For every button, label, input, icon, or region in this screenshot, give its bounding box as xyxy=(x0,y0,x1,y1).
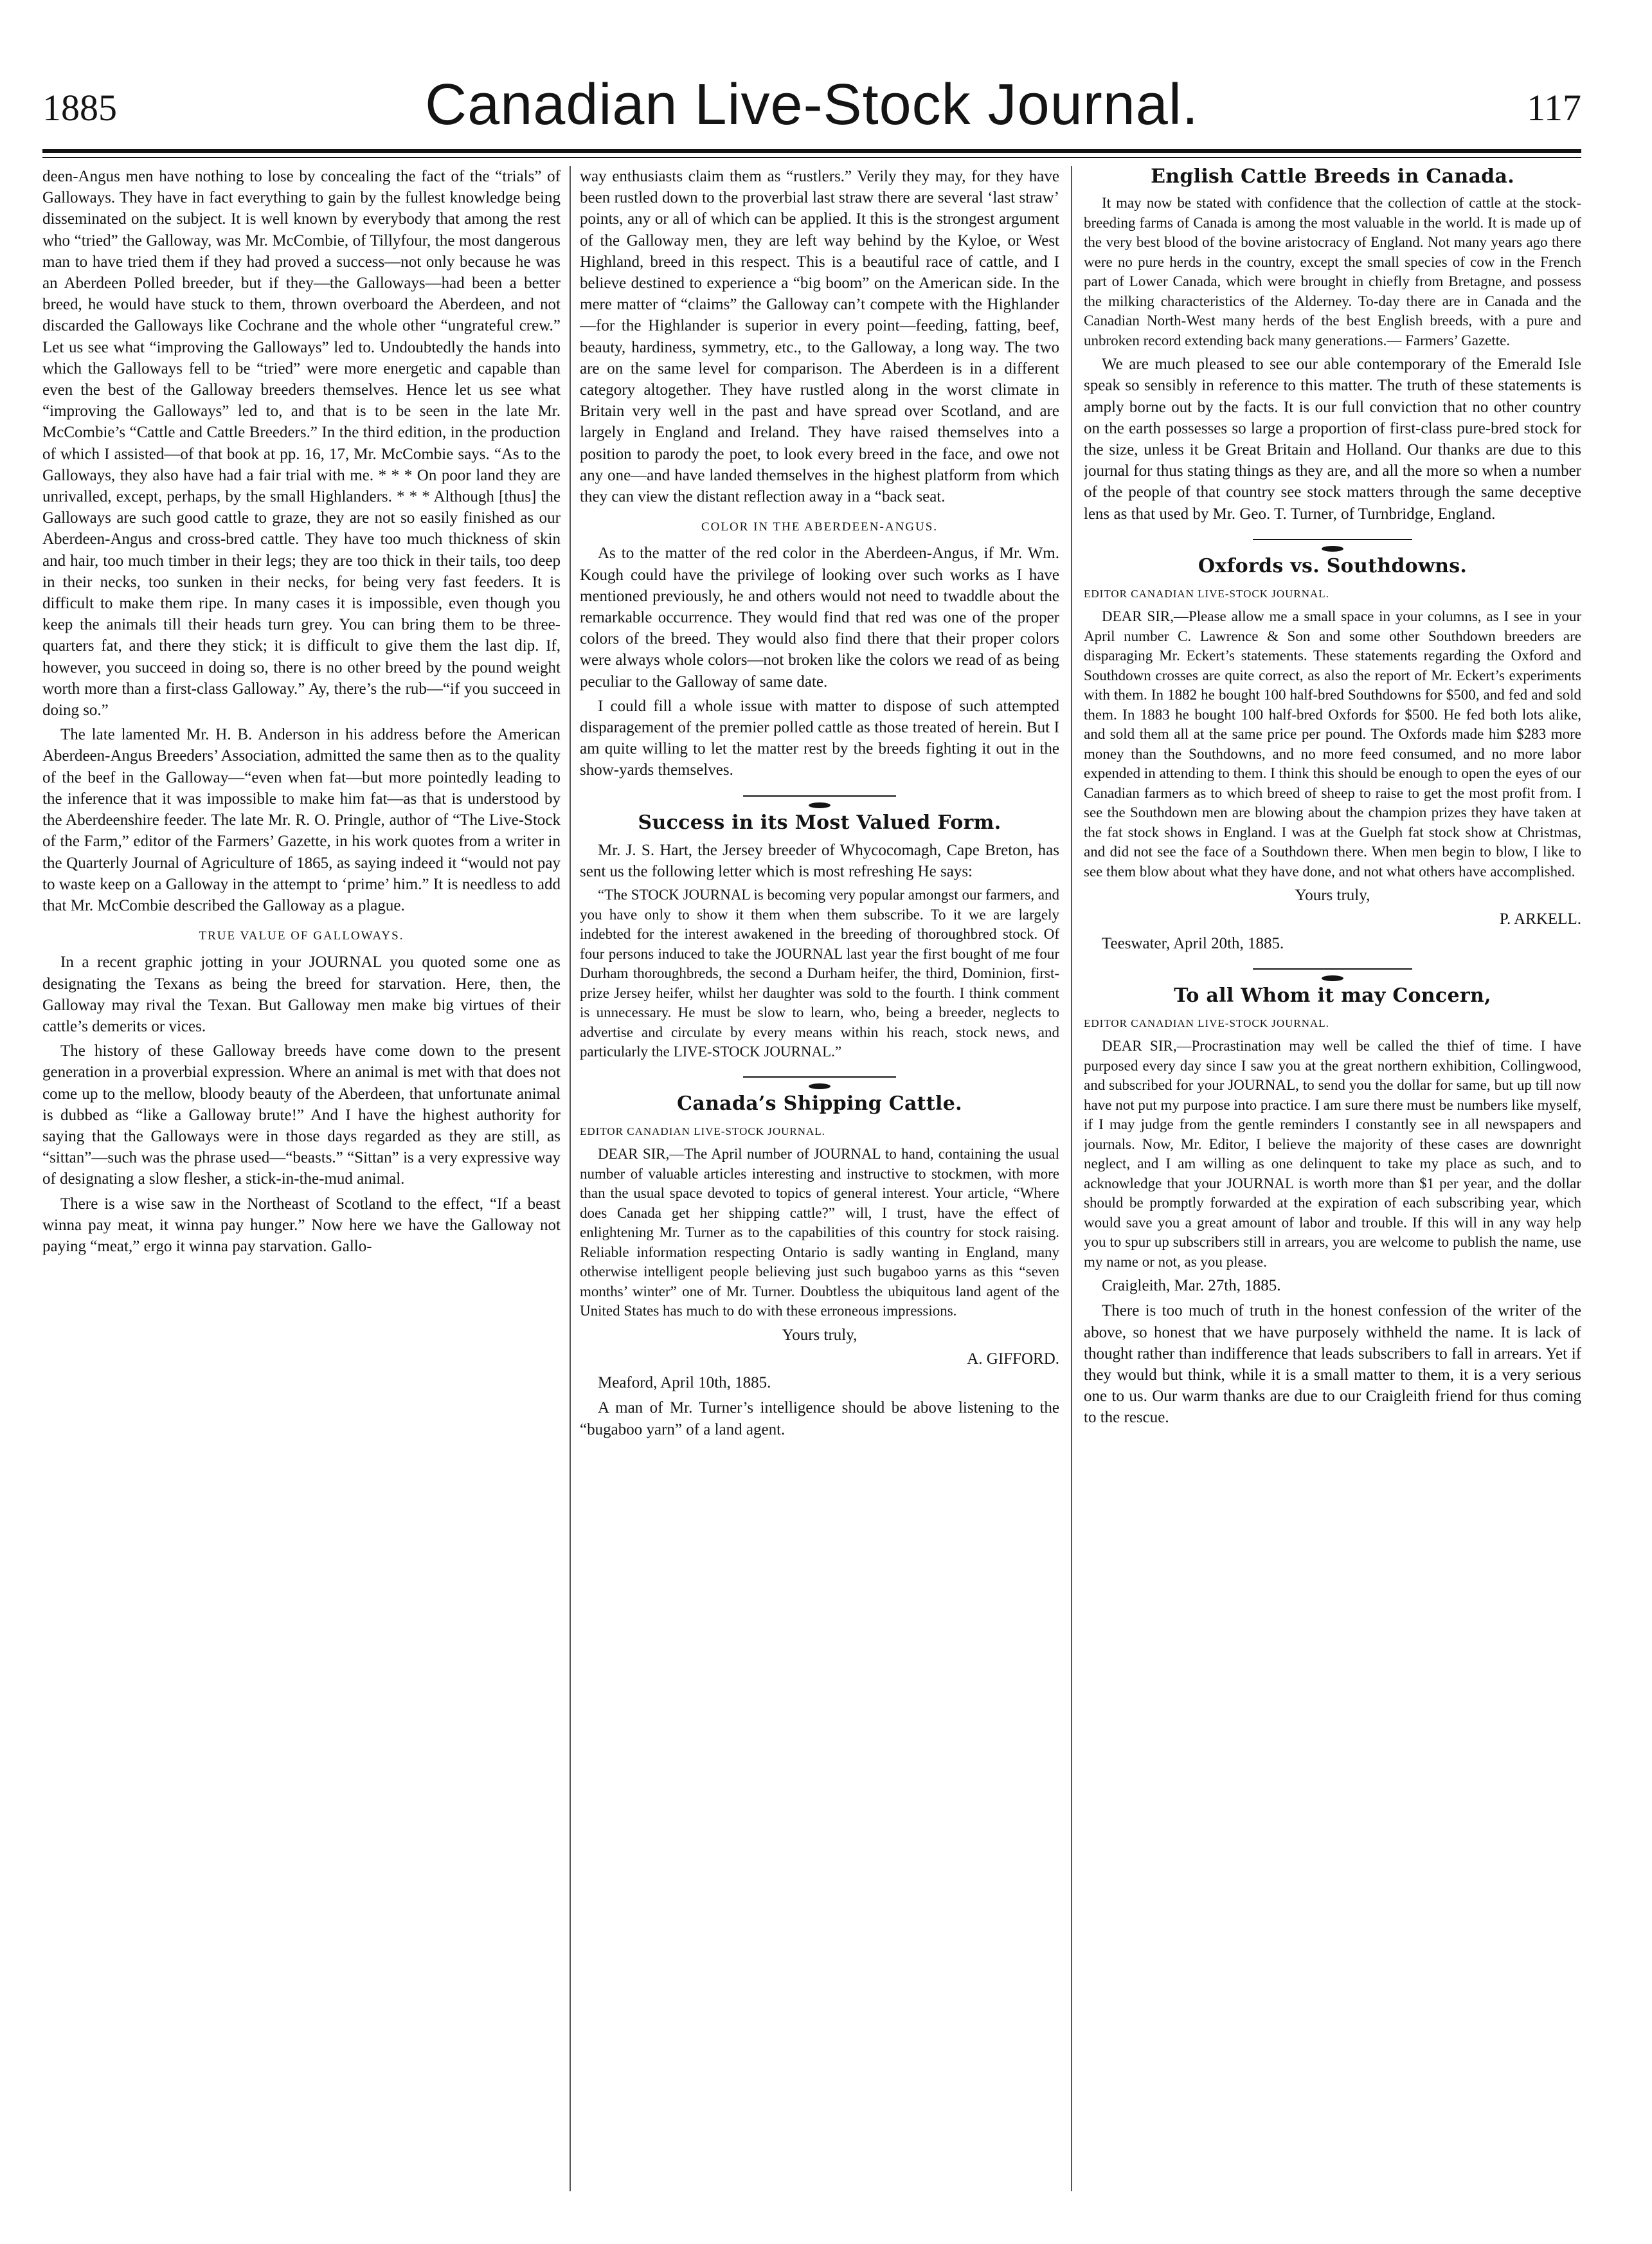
letter-text: DEAR SIR,—Please allow me a small space in your columns, as I see in your April number C. Lawrence & Son and some other Southdown breeders are disparaging Mr. Eckert’s statements. These statements regarding the Oxford and Southdown crosses are quite correct, as also the report of Mr. Eckert’s experiments with them. In 1882 he bought 100 half-bred Southdowns for $500, and fed and sold them. In 1883 he bought 100 half-bred Oxfords for $500. He fed both lots alike, and sold them all at the same price per pound. The Oxfords made him $283 more money than the Southdowns, and no more feed consumed, and no more labor expended in attending to them. I think this should be enough to open the eyes of our Canadian farmers as to which breed of sheep to raise to get the most profit from. I see the Southdown men are blowing about the champion prizes they have taken at the fat stock shows in England. I was at the Guelph fat stock show at Christmas, and did not see the face of a Southdown there. When men begin to blow, I like to see them blow about what they have done, and not what others have accomplished. xyxy=(1084,608,1581,880)
editor-salutation: EDITOR CANADIAN LIVE-STOCK JOURNAL. xyxy=(1084,588,1329,601)
column-1 xyxy=(42,166,561,2191)
quoted-text: It may now be stated with confidence that the collection of cattle at the stock-breeding farms of Canada is among the most valuable in the world. It is made up of the very best blood of the bovine aristocracy of England. Not many years ago there were no pure herds in the country, except the small species of cow in the French part of Lower Canada, which were brought in chiefly from Bretagne, and possess the milking characteristics of the Alderney. To-day there are in Canada and the Canadian North-West many herds of the best English breeds, with a pure and unbroken record extending back many generations.— Farmers’ Gazette. xyxy=(1084,195,1581,348)
column-divider xyxy=(570,166,571,2191)
letter-text: “The STOCK JOURNAL is becoming very popular amongst our farmers, and you have only to show it them when them subscribe. To it we are largely indebted for the interest awakened in the breeding of thoroughbred stock. Of four persons induced to take the JOURNAL last year the first bought of me four Durham thoroughbreds, the second a Durham heifer, the third, Dominion, first-prize Jersey heifer, whilst her daughter was sold to the fourth. I think comment is unnecessary. He must be slow to learn, who, being a breeder, neglects to advertise and circulate by every means within his reach, stock news, and particularly the LIVE-STOCK JOURNAL.” xyxy=(580,887,1059,1060)
closing: Yours truly, xyxy=(782,1326,857,1344)
letter-text: DEAR SIR,—Procrastination may well be called the thief of time. I have purposed every day since I saw you at the great northern exhibition, Collingwood, and subscribed for your JOURNAL, to send you the dollar for same, but up till now have not put my purpose into practice. I am sure there must be numbers like myself, if I may judge from the gentle reminders I constantly see in all newspapers and journals. Now, Mr. Editor, I believe the majority of these cases are downright neglect, and I am willing as one delinquent to take my place as such, and to acknowledge that your JOURNAL is worth more than $1 per year, and the dollar should be promptly forwarded at the expiration of each subscribing year, which would save you a great amount of labor and trouble. If this will in any way help you to spur up subscribers still in arrears, you are welcome to publish the name, use my name or not, as you please. xyxy=(1084,1038,1581,1270)
paragraph: We are much pleased to see our able contemporary of the Emerald Isle speak so sensibly in reference to this matter. The truth of these statements is amply borne out by the facts. It is our full conviction that no other country on the earth possesses so large a proportion of first-class pure-bred stock for the size, unless it be Great Britain and Holland. Our thanks are due to this journal for thus stating things as they are, and all the more so when a number of the people of that country see stock matters through the same deceptive lens as that used by Mr. Geo. T. Turner, of Turnbridge, England. xyxy=(1084,356,1581,523)
dateline: Craigleith, Mar. 27th, 1885. xyxy=(1102,1277,1281,1295)
paragraph: A man of Mr. Turner’s intelligence should be above listening to the “bugaboo yarn” of a land agent. xyxy=(580,1399,1059,1438)
signature: A. GIFFORD. xyxy=(967,1350,1059,1368)
dateline: Teeswater, April 20th, 1885. xyxy=(1102,934,1284,952)
article-heading: Oxfords vs. Southdowns. xyxy=(1198,554,1468,577)
paragraph: In a recent graphic jotting in your JOURNAL you quoted some one as designating the Texans as being the breed for starvation. Here, then, the Galloway may rival the Texan. But Galloway men make big virtues of their cattle’s demerits or vices. xyxy=(42,954,561,1035)
header-rule xyxy=(42,149,1581,153)
section-separator xyxy=(580,1072,1059,1081)
paragraph: Mr. J. S. Hart, the Jersey breeder of Whycocomagh, Cape Breton, has sent us the following letter which is most refreshing He says: xyxy=(580,841,1059,881)
editor-salutation: EDITOR CANADIAN LIVE-STOCK JOURNAL. xyxy=(1084,1017,1329,1030)
signature: P. ARKELL. xyxy=(1499,910,1581,928)
closing: Yours truly, xyxy=(1295,887,1370,905)
header-rule-thin xyxy=(42,157,1581,158)
paragraph: way enthusiasts claim them as “rustlers.” Verily they may, for they have been rustled down to the proverbial last straw there are several ‘last straw’ points, any or all of which can be applied. It this is the strongest argument of the Galloway men, they are left way behind by the Kyloe, or West Highland, breed in this respect. This is a beautiful race of cattle, and I believe destined to experience a “big boom” on the American side. In the mere matter of “claims” the Galloway can’t compete with the Highlander—for the Highlander is superior in every point—feeding, fatting, beef, beauty, hardiness, symmetry, etc., to the Galloway, a long way. The two are on the same level for comparison. The Aberdeen is in a different category altogether. They have rustled along in the worst climate in Britain very well in the past and have spread over Scotland, and are largely in England and Ireland. They have raised themselves into a position to parody the poet, to look every breed in the face, and owe not any one—and have landed themselves in the highest platform from which they can view the distant reflection away in a “back seat. xyxy=(580,168,1059,506)
article-heading: Canada’s Shipping Cattle. xyxy=(677,1092,962,1115)
column-3 xyxy=(1084,166,1581,2191)
editor-salutation: EDITOR CANADIAN LIVE-STOCK JOURNAL. xyxy=(580,1125,825,1137)
paragraph: As to the matter of the red color in the Aberdeen-Angus, if Mr. Wm. Kough could have the privilege of looking over such works as I have mentioned previously, he and others would not need to twaddle about the remarkable occurrence. They would find that red was one of the proper colors of the breed. They would also find there that their proper colors were always whole colors—not broken like the colors we read of as being peculiar to the Galloway of same date. xyxy=(580,545,1059,691)
paragraph: deen-Angus men have nothing to lose by concealing the fact of the “trials” of Galloways. They have in fact everything to gain by the fullest knowledge being disseminated on the subject. It is well known by everybody that among the rest who “tried” the Galloway, was Mr. McCombie, of Tillyfour, the most dangerous man to have tried them if they had proved a success—not only because he was an Aberdeen Polled breeder, but if they—the Galloways—had been a better breed, he would have stuck to them, thrown overboard the Aberdeen, and not discarded the Galloways like Cochrane and the whole other “ungrateful crew.” Let us see what “improving the Galloways” led to. Undoubtedly the hands into which the Galloways fell to be “tried” were more energetic and capable than even the best of the Galloway breeders themselves. Hence let us see what “improving the Galloways” led to, and that is to be seen in the late Mr. McCombie’s “Cattle and Cattle Breeders.” In the third edition, in the production of which I assisted—of that book at pp. 16, 17, Mr. McCombie says. “As to the Galloways, they also have had a fair trial with me. * * * On poor land they are unrivalled, except, perhaps, by the small Highlanders. * * * Although [thus] the Galloways are such good cattle to graze, they are not so easily finished as our Aberdeen-Angus and cross-bred cattle. They have too much thickness of skin and hair, too much timber in their legs; they are too thick in their tails, too deep in their necks, too sunken in their necks, for being very fast feeders. It is difficult to make them ripe. In many cases it is impossible, even though you keep the animals till their heads turn grey. You can bring them to be three-quarters fat, and there they stick; it is difficult to give them the last dip. If, however, you succeed in doing so, there is no other breed by the pound weight worth more than a first-class Galloway.” Ay, there’s the rub—“if you succeed in doing so.” xyxy=(42,168,561,719)
subheading: COLOR IN THE ABERDEEN-ANGUS. xyxy=(701,520,938,534)
journal-title: Canadian Live-Stock Journal. xyxy=(425,73,1199,137)
article-heading: English Cattle Breeds in Canada. xyxy=(1151,166,1514,188)
section-separator xyxy=(1084,964,1581,973)
page-header xyxy=(42,73,1581,147)
page-number: 117 xyxy=(1527,87,1581,129)
dateline: Meaford, April 10th, 1885. xyxy=(598,1374,771,1392)
article-heading: To all Whom it may Concern, xyxy=(1174,984,1491,1007)
section-separator xyxy=(1084,535,1581,544)
paragraph: The history of these Galloway breeds have come down to the present generation in a proverbial expression. Where an animal is met with that does not come up to the mellow, bloody beauty of the Aberdeen, that unfortunate animal is dubbed as “like a Galloway brute!” And I have the highest authority for saying that the Galloways were in those days regarded as they are still, as “sittan”—such was the phrase used—“beasts.” “Sittan” is a very expressive way of designating a slow flesher, a stick-in-the-mud animal. xyxy=(42,1042,561,1188)
paragraph: The late lamented Mr. H. B. Anderson in his address before the American Aberdeen-Angus Breeders’ Association, admitted the same then as to the quality of the beef in the Galloway—“even when fat—but more pointedly leading to the inference that it was impossible to make him fat—as that is understood by the Aberdeenshire feeder. The late Mr. R. O. Pringle, author of “The Live-Stock of the Farm,” editor of the Farmers’ Gazette, in his work quotes from a writer in the Quarterly Journal of Agriculture of 1865, as saying indeed it “would not pay to waste keep on a Galloway in the attempt to ‘prime’ him.” It is needless to add that Mr. McCombie described the Galloway as a plague. xyxy=(42,726,561,914)
year: 1885 xyxy=(42,87,117,129)
letter-text: DEAR SIR,—The April number of JOURNAL to hand, containing the usual number of valuable articles interesting and instructive to stockmen, with more than the usual space devoted to topics of general interest. Your article, “Where does Canada get her shipping cattle?” will, I trust, have the effect of enlightening Mr. Turner as to the capabilities of this country for stock raising. Reliable information respecting Ontario is sadly wanting in England, many otherwise intelligent people believing just such bugaboo yarns as this “seven months’ winter” one of Mr. Turner. Doubtless the ubiquitous land agent of the United States has much to do with these erroneous impressions. xyxy=(580,1146,1059,1319)
column-divider xyxy=(1071,166,1072,2191)
column-2 xyxy=(580,166,1059,2191)
section-separator xyxy=(580,792,1059,801)
paragraph: There is a wise saw in the Northeast of Scotland to the effect, “If a beast winna pay meat, it winna pay hunger.” Now here we have the Galloway not paying “meat,” ergo it winna pay starvation. Gallo- xyxy=(42,1195,561,1255)
paragraph: There is too much of truth in the honest confession of the writer of the above, so honest that we have purposely withheld the name. It is lack of thought rather than indifference that leads subscribers to fall in arrears. Yet if they would but think, while it is a small matter to them, it is a very serious one to us. Our warm thanks are due to our Craigleith friend for thus coming to the rescue. xyxy=(1084,1302,1581,1427)
paragraph: I could fill a whole issue with matter to dispose of such attempted disparagement of the premier polled cattle as those treated of herein. But I am quite willing to let the matter rest by the breeds fighting it out in the show-yards themselves. xyxy=(580,697,1059,779)
article-heading: Success in its Most Valued Form. xyxy=(638,811,1001,834)
subheading: TRUE VALUE OF GALLOWAYS. xyxy=(199,929,404,943)
